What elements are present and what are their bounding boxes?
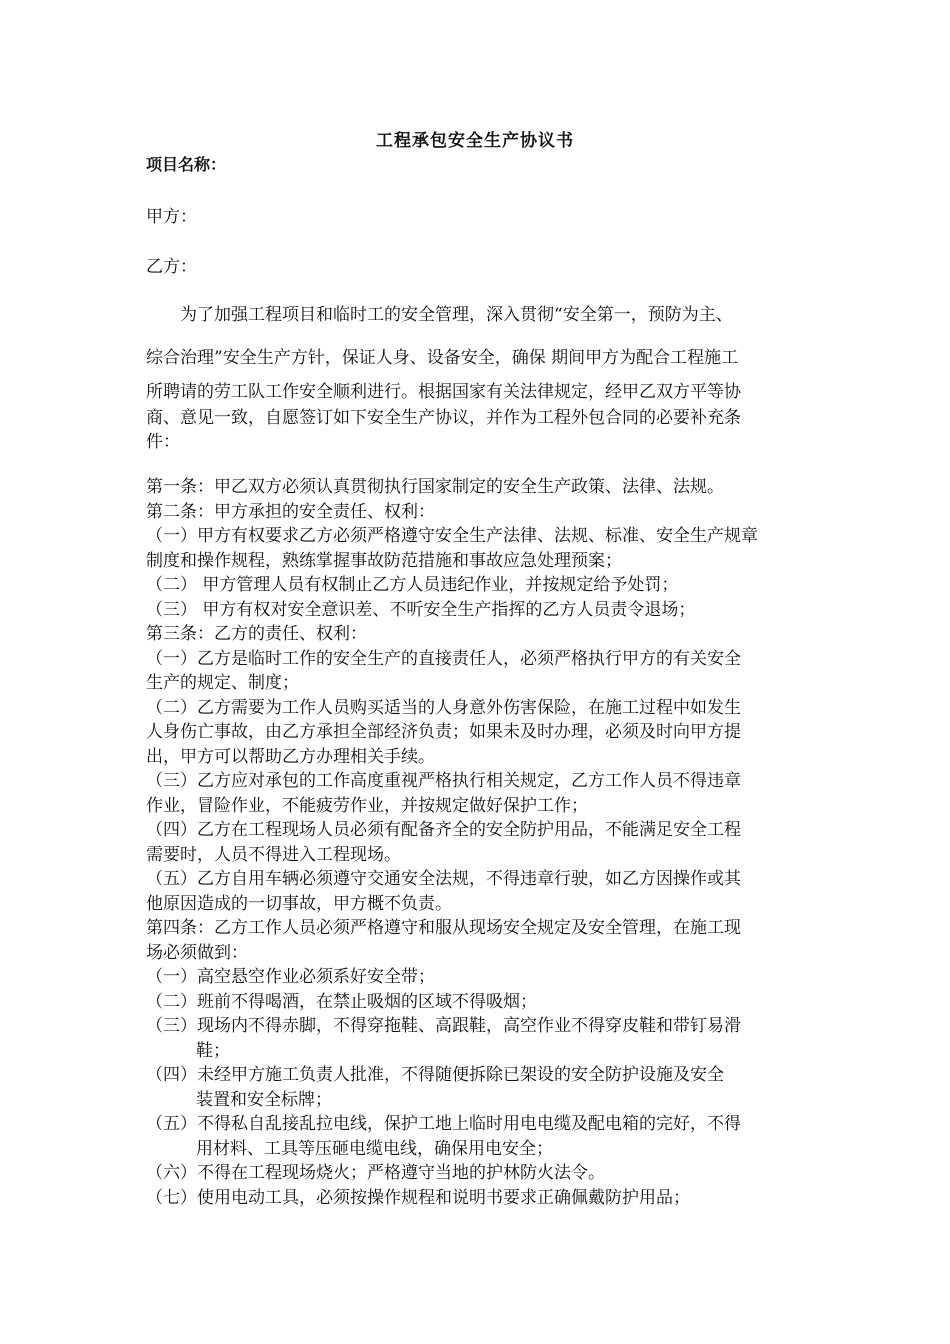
- clause-line: （三）现场内不得赤脚，不得穿拖鞋、高跟鞋，高空作业不得穿皮鞋和带钉易滑: [146, 1016, 741, 1036]
- clause-line: （二） 甲方管理人员有权制止乙方人员违纪作业，并按规定给予处罚；: [146, 575, 679, 595]
- intro-line: 所聘请的劳工队工作安全顺利进行。根据国家有关法律规定，经甲乙双方平等协: [146, 382, 741, 402]
- document-title: 工程承包安全生产协议书: [376, 131, 574, 151]
- clause-line: 他原因造成的一切事故，甲方概不负责。: [146, 893, 452, 914]
- clause-line: （一）乙方是临时工作的安全生产的直接责任人，必须严格执行甲方的有关安全: [146, 648, 741, 669]
- clause-line: 用材料、工具等压砸电缆电线，确保用电安全；: [196, 1138, 553, 1159]
- clause-line: 第四条：乙方工作人员必须严格遵守和服从现场安全规定及安全管理，在施工现: [146, 918, 741, 938]
- clause-line: 第三条：乙方的责任、权利：: [146, 624, 367, 644]
- intro-line: 综合治理”安全生产方针，保证人身、设备安全，确保 期间甲方为配合工程施工: [146, 348, 739, 368]
- clause-line: 场必须做到：: [146, 942, 248, 963]
- intro-line: 商、意见一致，自愿签订如下安全生产协议，并作为工程外包合同的必要补充条: [146, 408, 741, 428]
- clause-line: 人身伤亡事故，由乙方承担全部经济负责；如果未及时办理，必须及时向甲方提: [146, 722, 741, 742]
- intro-line: 件：: [146, 432, 180, 452]
- clauses-body: [146, 475, 816, 1210]
- clause-line: （四）乙方在工程现场人员必须有配备齐全的安全防护用品，不能满足安全工程: [146, 820, 741, 840]
- clause-line: （二）乙方需要为工作人员购买适当的人身意外伤害保险，在施工过程中如发生: [146, 697, 741, 718]
- clause-line: 第一条：甲乙双方必须认真贯彻执行国家制定的安全生产政策、法律、法规。: [146, 477, 724, 497]
- clause-line: （二）班前不得喝酒，在禁止吸烟的区域不得吸烟；: [146, 991, 537, 1012]
- clause-line: 生产的规定、制度；: [146, 673, 299, 693]
- project-name-label: 项目名称：: [146, 155, 227, 174]
- clause-line: （五）不得私自乱接乱拉电线，保护工地上临时用电电缆及配电箱的完好，不得: [146, 1114, 741, 1134]
- clause-line: （一）高空悬空作业必须系好安全带；: [146, 967, 435, 987]
- clause-line: （七）使用电动工具，必须按操作规程和说明书要求正确佩戴防护用品；: [146, 1187, 690, 1208]
- clause-line: 需要时，人员不得进入工程现场。: [146, 844, 401, 865]
- clause-line: 出，甲方可以帮助乙方办理相关手续。: [146, 746, 435, 767]
- clause-line: （三）乙方应对承包的工作高度重视严格执行相关规定，乙方工作人员不得违章: [146, 771, 741, 791]
- party-b-label: 乙方：: [146, 257, 197, 277]
- clause-line: （六）不得在工程现场烧火；严格遵守当地的护林防火法令。: [146, 1163, 605, 1183]
- clause-line: （五）乙方自用车辆必须遵守交通安全法规，不得违章行驶，如乙方因操作或其: [146, 869, 741, 889]
- clause-line: 鞋；: [196, 1040, 230, 1061]
- intro-line: 为了加强工程项目和临时工的安全管理，深入贯彻“安全第一，预防为主、: [180, 305, 733, 325]
- clause-line: 制度和操作规程，熟练掌握事故防范措施和事故应急处理预案；: [146, 550, 622, 571]
- clause-line: 装置和安全标牌；: [196, 1089, 332, 1110]
- clause-line: 作业，冒险作业，不能疲劳作业，并按规定做好保护工作；: [146, 795, 588, 816]
- clause-line: （一）甲方有权要求乙方必须严格遵守安全生产法律、法规、标准、安全生产规章: [146, 526, 758, 546]
- party-a-label: 甲方：: [146, 207, 197, 227]
- clause-line: （四）未经甲方施工负责人批准，不得随便拆除已架设的安全防护设施及安全: [146, 1065, 724, 1085]
- clause-line: （三） 甲方有权对安全意识差、不听安全生产指挥的乙方人员责令退场；: [146, 599, 696, 620]
- clause-line: 第二条：甲方承担的安全责任、权利：: [146, 501, 435, 522]
